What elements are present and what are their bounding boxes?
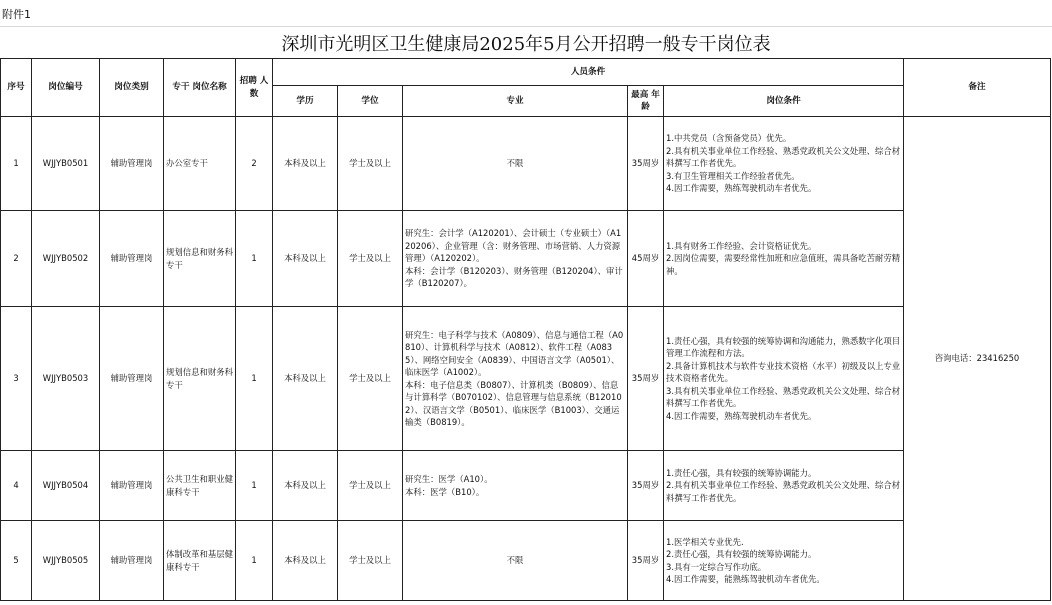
cell-major: 不限 [403, 117, 628, 211]
cell-count: 1 [236, 451, 273, 521]
recruitment-table [0, 58, 1051, 601]
cell-conditions: 1.责任心强，具有较强的统筹协调和沟通能力，熟悉数字化项目管理工作流程和方法。 2.具备计算机技术与软件专业技术资格（水平）初级及以上专业技术资格者优先。 3.具有机关事业单位工作经验、熟悉党政机关公文处理、综合材料撰写工作者优先。 4.因工作需要，熟练驾驶机动车者优先。 [664, 307, 904, 451]
cell-degree: 学士及以上 [338, 117, 403, 211]
cell-count: 1 [236, 521, 273, 601]
cell-degree: 学士及以上 [338, 521, 403, 601]
cell-degree: 学士及以上 [338, 307, 403, 451]
table-row [1, 211, 1051, 307]
header-personnel: 人员条件 [273, 59, 904, 86]
cell-seq: 4 [1, 451, 32, 521]
page-title: 深圳市光明区卫生健康局2025年5月公开招聘一般专干岗位表 [281, 34, 771, 55]
cell-major: 研究生：医学（A10）。 本科：医学（B10）。 [403, 451, 628, 521]
cell-education: 本科及以上 [273, 117, 338, 211]
cell-conditions: 1.责任心强，具有较强的统筹协调能力。 2.具有机关事业单位工作经验、熟悉党政机关公文处理、综合材料撰写工作者优先。 [664, 451, 904, 521]
cell-post-code: WJJYB0505 [32, 521, 100, 601]
cell-count: 1 [236, 211, 273, 307]
header-post-code: 岗位编号 [32, 59, 100, 117]
cell-education: 本科及以上 [273, 211, 338, 307]
cell-post-type: 辅助管理岗 [100, 521, 164, 601]
cell-conditions: 1.医学相关专业优先. 2.责任心强，具有较强的统筹协调能力。 3.具有一定综合写作功底。 4.因工作需要，能熟练驾驶机动车者优先。 [664, 521, 904, 601]
table-row [1, 117, 1051, 211]
cell-age: 35周岁 [628, 117, 664, 211]
header-education: 学历 [273, 86, 338, 117]
cell-post-name: 体制改革和基层健康科专干 [164, 521, 236, 601]
cell-post-type: 辅助管理岗 [100, 117, 164, 211]
cell-post-code: WJJYB0503 [32, 307, 100, 451]
cell-remark: 咨询电话：23416250 [904, 117, 1051, 601]
cell-seq: 3 [1, 307, 32, 451]
cell-count: 2 [236, 117, 273, 211]
cell-age: 35周岁 [628, 521, 664, 601]
annex-label: 附件1 [2, 8, 31, 21]
cell-major: 不限 [403, 521, 628, 601]
cell-post-type: 辅助管理岗 [100, 307, 164, 451]
cell-count: 1 [236, 307, 273, 451]
cell-age: 35周岁 [628, 451, 664, 521]
cell-conditions: 1.中共党员（含预备党员）优先。 2.具有机关事业单位工作经验、熟悉党政机关公文处理、综合材料撰写工作者优先。 3.有卫生管理相关工作经验者优先。 4.因工作需要，熟练驾驶机动车者优先。 [664, 117, 904, 211]
cell-post-name: 规划信息和财务科专干 [164, 211, 236, 307]
cell-post-code: WJJYB0502 [32, 211, 100, 307]
header-post-name: 专干 岗位名称 [164, 59, 236, 117]
cell-post-name: 公共卫生和职业健康科专干 [164, 451, 236, 521]
header-major: 专业 [403, 86, 628, 117]
cell-degree: 学士及以上 [338, 211, 403, 307]
cell-seq: 5 [1, 521, 32, 601]
cell-education: 本科及以上 [273, 307, 338, 451]
cell-degree: 学士及以上 [338, 451, 403, 521]
cell-post-name: 规划信息和财务科专干 [164, 307, 236, 451]
cell-post-type: 辅助管理岗 [100, 211, 164, 307]
header-max-age: 最高 年龄 [628, 86, 664, 117]
cell-major: 研究生：会计学（A120201）、会计硕士（专业硕士）（A120206）、企业管理（含：财务管理、市场营销、人力资源管理）（A120202）。 本科：会计学（B120203）、财务管理（B120204）、审计学（B120207）。 [403, 211, 628, 307]
header-seq: 序号 [1, 59, 32, 117]
cell-education: 本科及以上 [273, 451, 338, 521]
header-post-type: 岗位类别 [100, 59, 164, 117]
header-degree: 学位 [338, 86, 403, 117]
table-row [1, 451, 1051, 521]
table-row [1, 521, 1051, 601]
sheet-header-bar [0, 0, 1052, 27]
header-count: 招聘 人数 [236, 59, 273, 117]
table-row [1, 307, 1051, 451]
cell-major: 研究生：电子科学与技术（A0809）、信息与通信工程（A0810）、计算机科学与技术（A0812）、软件工程（A0835）、网络空间安全（A0839）、中国语言文学（A0501）、临床医学（A1002）。 本科：电子信息类（B0807）、计算机类（B0809）、信息与计算科学（B070102）、信息管理与信息系统（B120102）、汉语言文学（B0501）、临床医学（B1003）、交通运输类（B0819）。 [403, 307, 628, 451]
cell-education: 本科及以上 [273, 521, 338, 601]
cell-age: 35周岁 [628, 307, 664, 451]
cell-age: 45周岁 [628, 211, 664, 307]
cell-seq: 2 [1, 211, 32, 307]
header-remarks: 备注 [904, 59, 1051, 117]
cell-post-name: 办公室专干 [164, 117, 236, 211]
cell-post-code: WJJYB0504 [32, 451, 100, 521]
cell-conditions: 1.具有财务工作经验、会计资格证优先。 2.因岗位需要，需要经常性加班和应急值班，需具备吃苦耐劳精神。 [664, 211, 904, 307]
cell-seq: 1 [1, 117, 32, 211]
header-conditions: 岗位条件 [664, 86, 904, 117]
cell-post-type: 辅助管理岗 [100, 451, 164, 521]
cell-post-code: WJJYB0501 [32, 117, 100, 211]
